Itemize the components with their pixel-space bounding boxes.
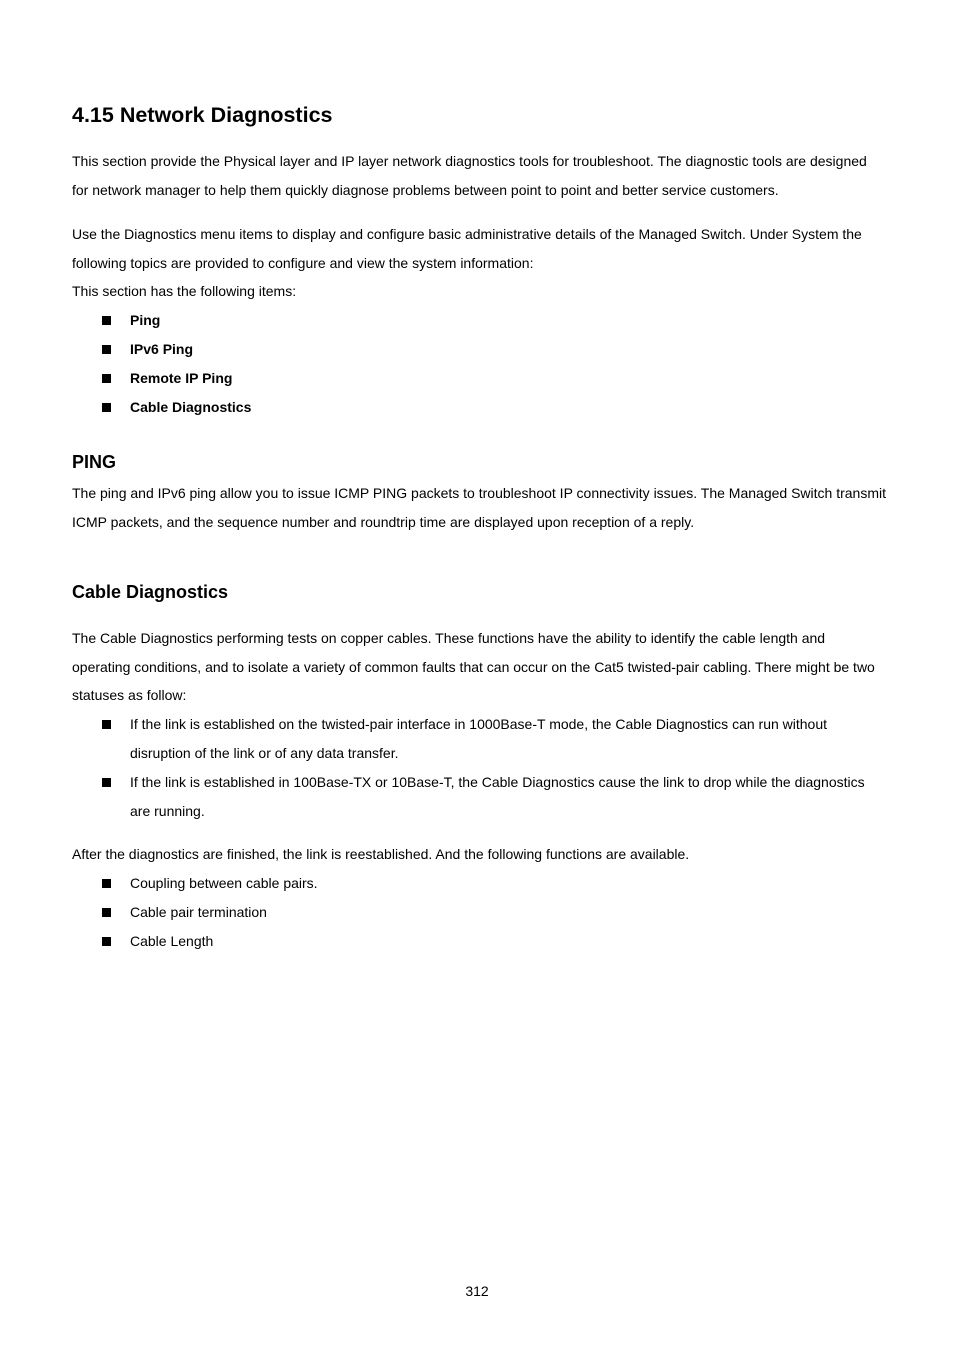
square-bullet-icon	[102, 908, 111, 917]
list-item	[102, 306, 887, 335]
list-item	[102, 768, 887, 826]
list-item	[102, 869, 887, 898]
ping-paragraph: The ping and IPv6 ping allow you to issue ICMP PING packets to troubleshoot IP connectivity issues. The Managed Switch transmit ICMP packets, and the sequence number and roundtrip time are displayed upon reception of a reply.	[72, 485, 886, 530]
cable-status-list	[102, 710, 887, 826]
section-items-list	[102, 306, 887, 422]
list-item-text: If the link is established on the twisted-pair interface in 1000Base-T mode, the Cable Diagnostics can run without disruption of the link or of any data transfer.	[130, 716, 828, 761]
list-item	[102, 710, 887, 768]
list-item	[102, 335, 887, 364]
intro-paragraph-2: Use the Diagnostics menu items to display and configure basic administrative details of the Managed Switch. Under System the following topics are provided to configure and view the system information:	[72, 226, 862, 271]
square-bullet-icon	[102, 778, 111, 787]
list-item	[102, 898, 887, 927]
square-bullet-icon	[102, 316, 111, 325]
list-item	[102, 364, 887, 393]
intro-paragraph-1: This section provide the Physical layer and IP layer network diagnostics tools for troubleshoot. The diagnostic tools are designed for network manager to help them quickly diagnose problems between point to point and better service customers.	[72, 153, 867, 198]
square-bullet-icon	[102, 374, 111, 383]
list-item	[102, 927, 887, 956]
page-number: 312	[465, 1283, 489, 1299]
list-item-label: IPv6 Ping	[130, 341, 194, 357]
after-diagnostics-paragraph: After the diagnostics are finished, the link is reestablished. And the following functions are available.	[72, 846, 690, 862]
square-bullet-icon	[102, 937, 111, 946]
ping-heading: PING	[72, 452, 117, 472]
square-bullet-icon	[102, 720, 111, 729]
list-item-text: Coupling between cable pairs.	[130, 875, 318, 891]
list-item-text: Cable Length	[130, 933, 214, 949]
list-item-text: If the link is established in 100Base-TX or 10Base-T, the Cable Diagnostics cause the link to drop while the diagnostics are running.	[130, 774, 865, 819]
cable-diagnostics-paragraph: The Cable Diagnostics performing tests on copper cables. These functions have the ability to identify the cable length and operating conditions, and to isolate a variety of common faults that can occur on the Cat5 twisted-pair cabling. There might be two statuses as follow:	[72, 630, 875, 703]
list-item-text: Cable pair termination	[130, 904, 267, 920]
cable-diagnostics-heading: Cable Diagnostics	[72, 582, 229, 602]
section-title: 4.15 Network Diagnostics	[72, 103, 333, 127]
square-bullet-icon	[102, 345, 111, 354]
square-bullet-icon	[102, 403, 111, 412]
square-bullet-icon	[102, 879, 111, 888]
items-intro: This section has the following items:	[72, 283, 297, 299]
list-item-label: Ping	[130, 312, 161, 328]
list-item-label: Remote IP Ping	[130, 370, 233, 386]
list-item-label: Cable Diagnostics	[130, 399, 252, 415]
list-item	[102, 393, 887, 422]
cable-functions-list	[102, 869, 887, 956]
